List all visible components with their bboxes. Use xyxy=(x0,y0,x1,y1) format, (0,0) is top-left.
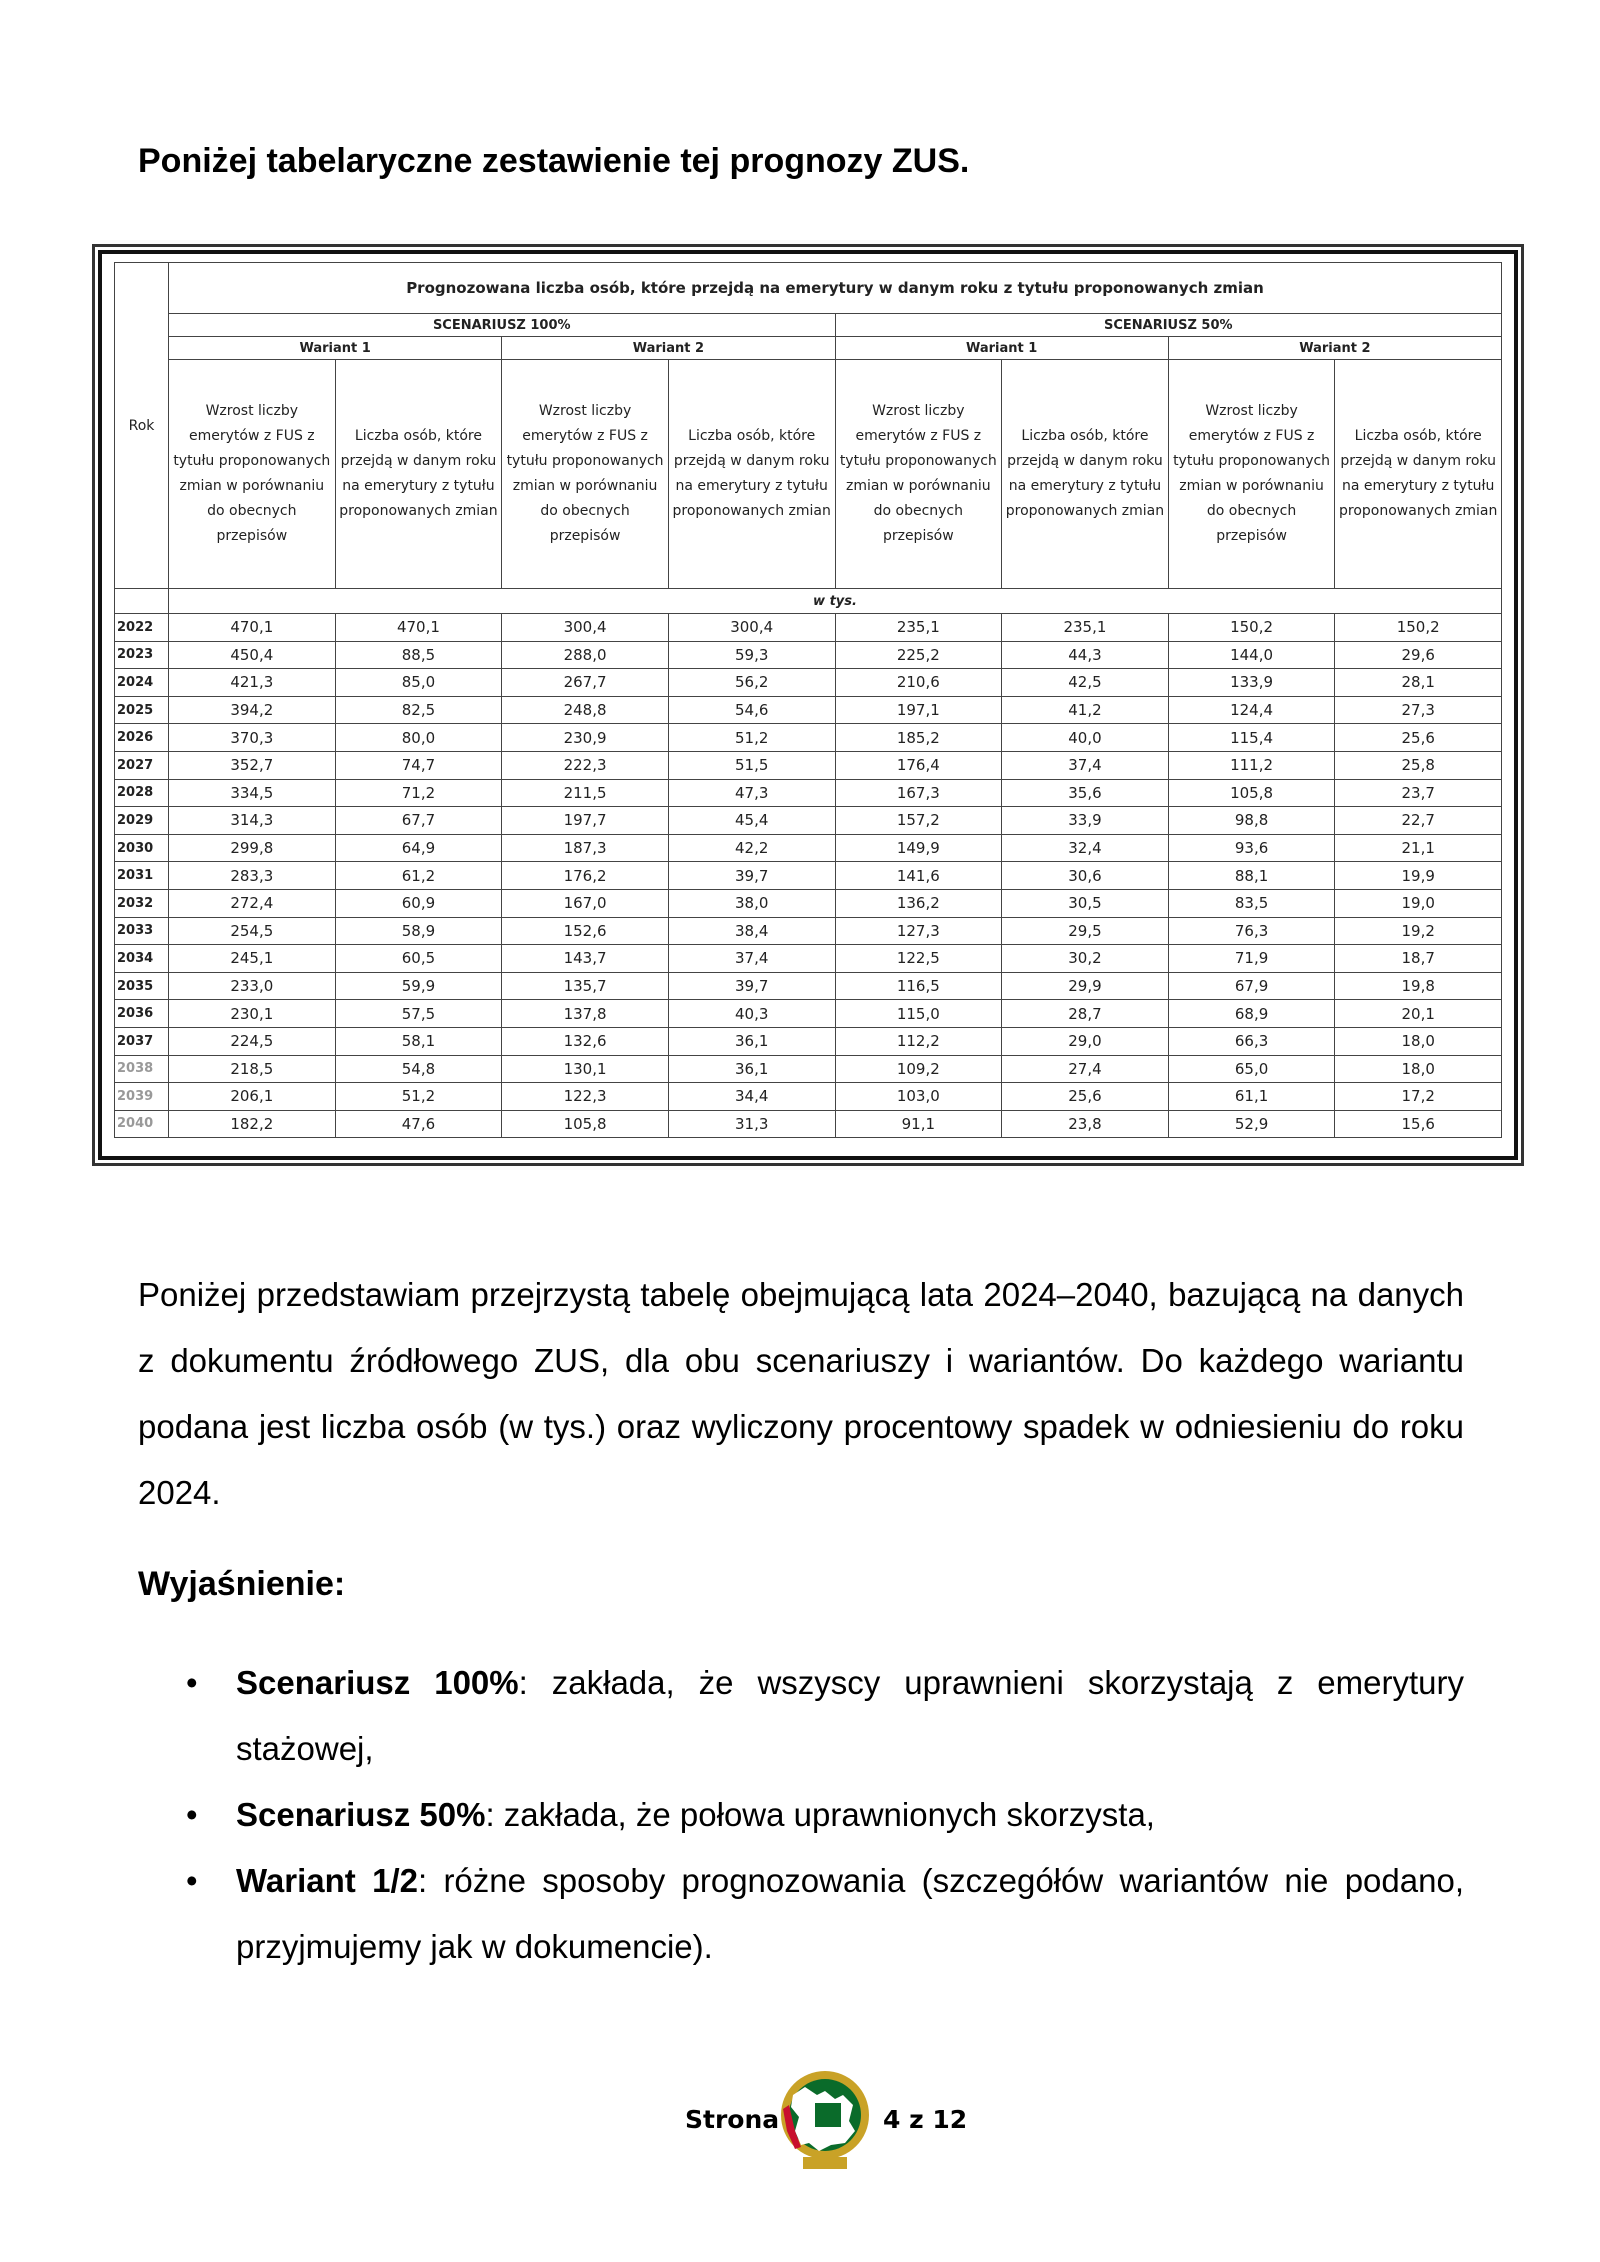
value-cell: 122,3 xyxy=(502,1083,669,1111)
value-cell: 27,4 xyxy=(1002,1055,1169,1083)
value-cell: 135,7 xyxy=(502,972,669,1000)
value-cell: 283,3 xyxy=(169,862,336,890)
value-cell: 67,9 xyxy=(1168,972,1335,1000)
value-cell: 60,5 xyxy=(335,945,502,973)
bullet-text: : zakłada, że połowa uprawnionych skorzysta, xyxy=(485,1796,1155,1833)
column-description: Liczba osób, które przejdą w danym roku na emerytury z tytułu proponowanych zmian xyxy=(1335,360,1502,589)
value-cell: 17,2 xyxy=(1335,1083,1502,1111)
value-cell: 314,3 xyxy=(169,807,336,835)
value-cell: 44,3 xyxy=(1002,641,1169,669)
year-cell: 2030 xyxy=(115,834,169,862)
bullet-icon: • xyxy=(186,1664,198,1701)
value-cell: 32,4 xyxy=(1002,834,1169,862)
value-cell: 36,1 xyxy=(668,1055,835,1083)
table-row xyxy=(115,1055,1502,1083)
value-cell: 36,1 xyxy=(668,1027,835,1055)
column-description: Wzrost liczby emerytów z FUS z tytułu proponowanych zmian w porównaniu do obecnych przepisów xyxy=(835,360,1002,589)
value-cell: 470,1 xyxy=(335,614,502,642)
year-cell: 2037 xyxy=(115,1027,169,1055)
value-cell: 19,8 xyxy=(1335,972,1502,1000)
value-cell: 182,2 xyxy=(169,1110,336,1138)
value-cell: 105,8 xyxy=(502,1110,669,1138)
value-cell: 51,2 xyxy=(668,724,835,752)
value-cell: 27,3 xyxy=(1335,696,1502,724)
value-cell: 21,1 xyxy=(1335,834,1502,862)
list-item xyxy=(138,1848,1464,1980)
unit-label: w tys. xyxy=(169,589,1502,614)
year-cell: 2033 xyxy=(115,917,169,945)
value-cell: 45,4 xyxy=(668,807,835,835)
table-row xyxy=(115,1110,1502,1138)
value-cell: 37,4 xyxy=(1002,751,1169,779)
value-cell: 38,0 xyxy=(668,889,835,917)
year-cell: 2031 xyxy=(115,862,169,890)
value-cell: 61,2 xyxy=(335,862,502,890)
value-cell: 141,6 xyxy=(835,862,1002,890)
value-cell: 61,1 xyxy=(1168,1083,1335,1111)
value-cell: 93,6 xyxy=(1168,834,1335,862)
value-cell: 66,3 xyxy=(1168,1027,1335,1055)
scenario-50-header: SCENARIUSZ 50% xyxy=(835,314,1502,337)
value-cell: 115,0 xyxy=(835,1000,1002,1028)
value-cell: 152,6 xyxy=(502,917,669,945)
rok-header: Rok xyxy=(115,263,169,589)
value-cell: 54,8 xyxy=(335,1055,502,1083)
bullet-text: : różne sposoby prognozowania (szczegółów wariantów nie podano, przyjmujemy jak w dokumencie). xyxy=(236,1862,1464,1965)
table-row xyxy=(115,724,1502,752)
value-cell: 88,1 xyxy=(1168,862,1335,890)
value-cell: 29,9 xyxy=(1002,972,1169,1000)
table-title: Prognozowana liczba osób, które przejdą na emerytury w danym roku z tytułu proponowanych zmian xyxy=(169,263,1502,314)
value-cell: 47,3 xyxy=(668,779,835,807)
value-cell: 59,9 xyxy=(335,972,502,1000)
value-cell: 98,8 xyxy=(1168,807,1335,835)
value-cell: 150,2 xyxy=(1335,614,1502,642)
value-cell: 30,2 xyxy=(1002,945,1169,973)
value-cell: 19,0 xyxy=(1335,889,1502,917)
table-row xyxy=(115,807,1502,835)
value-cell: 65,0 xyxy=(1168,1055,1335,1083)
value-cell: 76,3 xyxy=(1168,917,1335,945)
column-description: Wzrost liczby emerytów z FUS z tytułu proponowanych zmian w porównaniu do obecnych przepisów xyxy=(502,360,669,589)
table-row xyxy=(115,889,1502,917)
column-description: Wzrost liczby emerytów z FUS z tytułu proponowanych zmian w porównaniu do obecnych przepisów xyxy=(169,360,336,589)
value-cell: 54,6 xyxy=(668,696,835,724)
value-cell: 71,9 xyxy=(1168,945,1335,973)
value-cell: 235,1 xyxy=(1002,614,1169,642)
table-row xyxy=(115,696,1502,724)
value-cell: 248,8 xyxy=(502,696,669,724)
year-cell: 2035 xyxy=(115,972,169,1000)
value-cell: 176,2 xyxy=(502,862,669,890)
value-cell: 115,4 xyxy=(1168,724,1335,752)
column-description: Liczba osób, które przejdą w danym roku na emerytury z tytułu proponowanych zmian xyxy=(668,360,835,589)
value-cell: 22,7 xyxy=(1335,807,1502,835)
year-cell: 2040 xyxy=(115,1110,169,1138)
value-cell: 71,2 xyxy=(335,779,502,807)
value-cell: 235,1 xyxy=(835,614,1002,642)
value-cell: 300,4 xyxy=(668,614,835,642)
list-item xyxy=(138,1782,1464,1848)
footer-label: Strona xyxy=(685,2105,780,2134)
scenario-100-header: SCENARIUSZ 100% xyxy=(169,314,836,337)
value-cell: 58,1 xyxy=(335,1027,502,1055)
value-cell: 218,5 xyxy=(169,1055,336,1083)
value-cell: 18,0 xyxy=(1335,1027,1502,1055)
value-cell: 58,9 xyxy=(335,917,502,945)
value-cell: 288,0 xyxy=(502,641,669,669)
value-cell: 85,0 xyxy=(335,669,502,697)
value-cell: 60,9 xyxy=(335,889,502,917)
value-cell: 185,2 xyxy=(835,724,1002,752)
value-cell: 88,5 xyxy=(335,641,502,669)
table-row xyxy=(115,862,1502,890)
year-cell: 2039 xyxy=(115,1083,169,1111)
value-cell: 29,5 xyxy=(1002,917,1169,945)
value-cell: 74,7 xyxy=(335,751,502,779)
table-row xyxy=(115,669,1502,697)
column-description: Liczba osób, które przejdą w danym roku na emerytury z tytułu proponowanych zmian xyxy=(335,360,502,589)
value-cell: 421,3 xyxy=(169,669,336,697)
value-cell: 127,3 xyxy=(835,917,1002,945)
value-cell: 40,0 xyxy=(1002,724,1169,752)
table-row xyxy=(115,751,1502,779)
value-cell: 394,2 xyxy=(169,696,336,724)
year-cell: 2029 xyxy=(115,807,169,835)
explanation-heading: Wyjaśnienie: xyxy=(138,1565,346,1603)
intro-paragraph: Poniżej przedstawiam przejrzystą tabelę obejmującą lata 2024–2040, bazującą na danych z dokumentu źródłowego ZUS, dla obu scenariuszy i wariantów. Do każdego wariantu podana jest liczba osób (w tys.) oraz wyliczony procentowy spadek w odniesieniu do roku 2024. xyxy=(138,1276,1464,1511)
table-row xyxy=(115,834,1502,862)
value-cell: 224,5 xyxy=(169,1027,336,1055)
value-cell: 370,3 xyxy=(169,724,336,752)
forecast-table xyxy=(114,262,1502,1138)
year-cell: 2026 xyxy=(115,724,169,752)
value-cell: 82,5 xyxy=(335,696,502,724)
value-cell: 23,8 xyxy=(1002,1110,1169,1138)
year-cell: 2025 xyxy=(115,696,169,724)
value-cell: 29,6 xyxy=(1335,641,1502,669)
value-cell: 233,0 xyxy=(169,972,336,1000)
year-cell: 2032 xyxy=(115,889,169,917)
bullet-term: Wariant 1/2 xyxy=(236,1862,418,1899)
value-cell: 133,9 xyxy=(1168,669,1335,697)
table-row xyxy=(115,1027,1502,1055)
value-cell: 112,2 xyxy=(835,1027,1002,1055)
table-row xyxy=(115,779,1502,807)
value-cell: 299,8 xyxy=(169,834,336,862)
value-cell: 19,2 xyxy=(1335,917,1502,945)
page-heading: Poniżej tabelaryczne zestawienie tej prognozy ZUS. xyxy=(138,142,970,180)
organization-logo-icon xyxy=(775,2065,875,2175)
value-cell: 222,3 xyxy=(502,751,669,779)
value-cell: 39,7 xyxy=(668,862,835,890)
value-cell: 56,2 xyxy=(668,669,835,697)
page-footer xyxy=(0,2065,1600,2205)
variant-header: Wariant 2 xyxy=(502,337,835,360)
value-cell: 470,1 xyxy=(169,614,336,642)
value-cell: 144,0 xyxy=(1168,641,1335,669)
value-cell: 300,4 xyxy=(502,614,669,642)
year-cell: 2038 xyxy=(115,1055,169,1083)
value-cell: 34,4 xyxy=(668,1083,835,1111)
value-cell: 109,2 xyxy=(835,1055,1002,1083)
value-cell: 64,9 xyxy=(335,834,502,862)
value-cell: 206,1 xyxy=(169,1083,336,1111)
value-cell: 31,3 xyxy=(668,1110,835,1138)
value-cell: 57,5 xyxy=(335,1000,502,1028)
value-cell: 157,2 xyxy=(835,807,1002,835)
value-cell: 334,5 xyxy=(169,779,336,807)
list-item xyxy=(138,1650,1464,1782)
table-row xyxy=(115,972,1502,1000)
bullet-term: Scenariusz 50% xyxy=(236,1796,486,1833)
value-cell: 245,1 xyxy=(169,945,336,973)
value-cell: 272,4 xyxy=(169,889,336,917)
value-cell: 124,4 xyxy=(1168,696,1335,724)
bullet-text: : zakłada, że wszyscy uprawnieni skorzystają z emerytury stażowej, xyxy=(236,1664,1464,1767)
value-cell: 42,2 xyxy=(668,834,835,862)
table-row xyxy=(115,641,1502,669)
bullet-icon: • xyxy=(186,1796,198,1833)
value-cell: 143,7 xyxy=(502,945,669,973)
year-cell: 2023 xyxy=(115,641,169,669)
value-cell: 29,0 xyxy=(1002,1027,1169,1055)
value-cell: 51,2 xyxy=(335,1083,502,1111)
value-cell: 116,5 xyxy=(835,972,1002,1000)
table-row xyxy=(115,614,1502,642)
year-cell: 2034 xyxy=(115,945,169,973)
year-cell: 2022 xyxy=(115,614,169,642)
value-cell: 176,4 xyxy=(835,751,1002,779)
value-cell: 225,2 xyxy=(835,641,1002,669)
value-cell: 18,0 xyxy=(1335,1055,1502,1083)
explanation-list xyxy=(138,1650,1464,1980)
column-description: Liczba osób, które przejdą w danym roku na emerytury z tytułu proponowanych zmian xyxy=(1002,360,1169,589)
variant-header: Wariant 1 xyxy=(835,337,1168,360)
table-row xyxy=(115,945,1502,973)
value-cell: 23,7 xyxy=(1335,779,1502,807)
value-cell: 197,1 xyxy=(835,696,1002,724)
table-row xyxy=(115,1083,1502,1111)
value-cell: 450,4 xyxy=(169,641,336,669)
value-cell: 105,8 xyxy=(1168,779,1335,807)
value-cell: 20,1 xyxy=(1335,1000,1502,1028)
value-cell: 132,6 xyxy=(502,1027,669,1055)
value-cell: 18,7 xyxy=(1335,945,1502,973)
value-cell: 30,5 xyxy=(1002,889,1169,917)
value-cell: 211,5 xyxy=(502,779,669,807)
value-cell: 91,1 xyxy=(835,1110,1002,1138)
value-cell: 52,9 xyxy=(1168,1110,1335,1138)
value-cell: 19,9 xyxy=(1335,862,1502,890)
variant-header: Wariant 1 xyxy=(169,337,502,360)
value-cell: 187,3 xyxy=(502,834,669,862)
value-cell: 37,4 xyxy=(668,945,835,973)
value-cell: 267,7 xyxy=(502,669,669,697)
value-cell: 30,6 xyxy=(1002,862,1169,890)
table-row xyxy=(115,917,1502,945)
column-description: Wzrost liczby emerytów z FUS z tytułu proponowanych zmian w porównaniu do obecnych przepisów xyxy=(1168,360,1335,589)
value-cell: 230,1 xyxy=(169,1000,336,1028)
year-cell: 2027 xyxy=(115,751,169,779)
value-cell: 197,7 xyxy=(502,807,669,835)
variant-header: Wariant 2 xyxy=(1168,337,1501,360)
value-cell: 25,6 xyxy=(1002,1083,1169,1111)
value-cell: 149,9 xyxy=(835,834,1002,862)
year-cell: 2028 xyxy=(115,779,169,807)
value-cell: 51,5 xyxy=(668,751,835,779)
value-cell: 38,4 xyxy=(668,917,835,945)
value-cell: 150,2 xyxy=(1168,614,1335,642)
value-cell: 42,5 xyxy=(1002,669,1169,697)
value-cell: 210,6 xyxy=(835,669,1002,697)
value-cell: 40,3 xyxy=(668,1000,835,1028)
value-cell: 352,7 xyxy=(169,751,336,779)
value-cell: 103,0 xyxy=(835,1083,1002,1111)
bullet-icon: • xyxy=(186,1862,198,1899)
value-cell: 47,6 xyxy=(335,1110,502,1138)
year-cell: 2024 xyxy=(115,669,169,697)
year-cell: 2036 xyxy=(115,1000,169,1028)
value-cell: 83,5 xyxy=(1168,889,1335,917)
page-number: 4 z 12 xyxy=(883,2105,968,2134)
table-row xyxy=(115,1000,1502,1028)
value-cell: 167,0 xyxy=(502,889,669,917)
value-cell: 230,9 xyxy=(502,724,669,752)
value-cell: 41,2 xyxy=(1002,696,1169,724)
value-cell: 122,5 xyxy=(835,945,1002,973)
value-cell: 130,1 xyxy=(502,1055,669,1083)
value-cell: 35,6 xyxy=(1002,779,1169,807)
value-cell: 28,7 xyxy=(1002,1000,1169,1028)
value-cell: 15,6 xyxy=(1335,1110,1502,1138)
value-cell: 68,9 xyxy=(1168,1000,1335,1028)
value-cell: 254,5 xyxy=(169,917,336,945)
value-cell: 25,8 xyxy=(1335,751,1502,779)
bullet-term: Scenariusz 100% xyxy=(236,1664,519,1701)
value-cell: 39,7 xyxy=(668,972,835,1000)
value-cell: 167,3 xyxy=(835,779,1002,807)
value-cell: 59,3 xyxy=(668,641,835,669)
value-cell: 136,2 xyxy=(835,889,1002,917)
value-cell: 28,1 xyxy=(1335,669,1502,697)
value-cell: 67,7 xyxy=(335,807,502,835)
scanned-table-image xyxy=(98,250,1518,1160)
value-cell: 33,9 xyxy=(1002,807,1169,835)
value-cell: 111,2 xyxy=(1168,751,1335,779)
value-cell: 25,6 xyxy=(1335,724,1502,752)
value-cell: 137,8 xyxy=(502,1000,669,1028)
value-cell: 80,0 xyxy=(335,724,502,752)
